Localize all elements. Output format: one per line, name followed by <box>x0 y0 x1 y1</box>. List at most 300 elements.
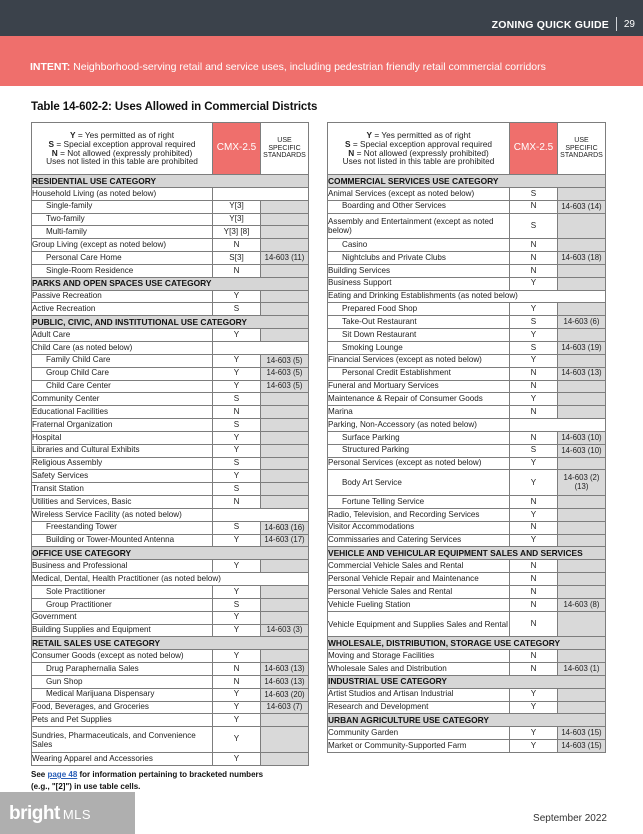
table-row <box>328 727 606 740</box>
use-standard <box>558 303 606 316</box>
use-standard <box>261 508 309 521</box>
district-header: CMX-2.5 <box>213 123 261 175</box>
category-label: OFFICE USE CATEGORY <box>32 547 309 560</box>
table-row <box>328 277 606 290</box>
table-row <box>32 187 309 200</box>
table-row <box>32 380 309 393</box>
category-label: COMMERCIAL SERVICES USE CATEGORY <box>328 175 606 188</box>
use-standard <box>261 598 309 611</box>
use-standard <box>261 444 309 457</box>
permission-value: N <box>213 496 261 509</box>
use-standard: 14-603 (7) <box>261 701 309 714</box>
permission-value: N <box>510 598 558 611</box>
use-label: Radio, Television, and Recording Services <box>328 508 510 521</box>
table-row <box>328 187 606 200</box>
table-row <box>32 406 309 419</box>
use-standard <box>261 483 309 496</box>
table-row <box>32 624 309 637</box>
use-standard <box>261 264 309 277</box>
use-label: Medical Marijuana Dispensary <box>32 688 213 701</box>
category-row <box>32 316 309 329</box>
permission-value: N <box>510 380 558 393</box>
use-label: Drug Paraphernalia Sales <box>32 663 213 676</box>
use-label: Building Services <box>328 264 510 277</box>
use-standard: 14-603 (15) <box>558 727 606 740</box>
table-row <box>328 586 606 599</box>
table-row <box>32 688 309 701</box>
use-standard <box>261 431 309 444</box>
use-label: Funeral and Mortuary Services <box>328 380 510 393</box>
standards-header: USE SPECIFIC STANDARDS <box>261 123 309 175</box>
table-row <box>32 714 309 727</box>
use-label: Hospital <box>32 431 213 444</box>
use-standard <box>558 329 606 342</box>
use-standard: 14-603 (13) <box>261 663 309 676</box>
permission-value: N <box>510 586 558 599</box>
permission-value: Y <box>510 277 558 290</box>
permission-value: Y <box>510 701 558 714</box>
permission-value: Y <box>510 354 558 367</box>
use-label: Vehicle Equipment and Supplies Sales and Rental <box>328 611 510 637</box>
permission-value: S <box>510 341 558 354</box>
table-title: Table 14-602-2: Uses Allowed in Commercial Districts <box>31 101 318 113</box>
table-row <box>328 380 606 393</box>
table-row <box>32 226 309 239</box>
table-row <box>32 354 309 367</box>
permission-value: S <box>510 187 558 200</box>
category-label: PUBLIC, CIVIC, AND INSTITUTIONAL USE CATEGORY <box>32 316 309 329</box>
permission-value <box>510 419 558 432</box>
permission-value: N <box>510 663 558 676</box>
district-header: CMX-2.5 <box>510 123 558 175</box>
use-standard <box>261 611 309 624</box>
use-standard <box>558 419 606 432</box>
legend-cell: Y = Yes permitted as of right S = Special exception approval required N = Not allowed (expressly prohibited) Uses not listed in this table are prohibited <box>328 123 510 175</box>
category-label: URBAN AGRICULTURE USE CATEGORY <box>328 714 606 727</box>
permission-value <box>213 508 261 521</box>
table-row <box>328 444 606 457</box>
use-label: Group Child Care <box>32 367 213 380</box>
table-row <box>32 701 309 714</box>
use-standard <box>261 393 309 406</box>
use-standard <box>261 470 309 483</box>
table-row <box>328 303 606 316</box>
top-bar <box>0 0 643 36</box>
page-48-link[interactable]: page 48 <box>47 770 78 779</box>
use-label: Prepared Food Shop <box>328 303 510 316</box>
table-row <box>32 329 309 342</box>
use-label: Personal Credit Establishment <box>328 367 510 380</box>
use-label: Business Support <box>328 277 510 290</box>
use-label: Parking, Non-Accessory (as noted below) <box>328 419 510 432</box>
use-standard <box>558 521 606 534</box>
permission-value: Y <box>213 354 261 367</box>
table-row <box>32 367 309 380</box>
use-standard <box>261 187 309 200</box>
use-standard: 14-603 (11) <box>261 252 309 265</box>
group-row <box>32 573 309 586</box>
use-standard <box>558 701 606 714</box>
use-standard <box>558 213 606 239</box>
permission-value: N <box>510 611 558 637</box>
use-standard <box>558 354 606 367</box>
category-row <box>32 175 309 188</box>
left-use-table <box>31 122 309 766</box>
use-standard <box>558 187 606 200</box>
use-standard <box>261 714 309 727</box>
use-label: Consumer Goods (except as noted below) <box>32 650 213 663</box>
use-label: Household Living (as noted below) <box>32 187 213 200</box>
use-standard: 14-603 (19) <box>558 341 606 354</box>
permission-value: Y <box>213 727 261 753</box>
permission-value: Y <box>213 380 261 393</box>
footnote-prefix: See <box>31 770 46 779</box>
use-label: Single-family <box>32 200 213 213</box>
use-label: Nightclubs and Private Clubs <box>328 252 510 265</box>
table-row <box>32 470 309 483</box>
use-label: Maintenance & Repair of Consumer Goods <box>328 393 510 406</box>
permission-value: Y <box>213 560 261 573</box>
use-standard <box>558 611 606 637</box>
use-label: Wireless Service Facility (as noted below) <box>32 508 213 521</box>
permission-value: S <box>213 483 261 496</box>
table-row <box>328 367 606 380</box>
category-label: WHOLESALE, DISTRIBUTION, STORAGE USE CATEGORY <box>328 637 606 650</box>
table-row <box>32 663 309 676</box>
use-label: Group Practitioner <box>32 598 213 611</box>
table-row <box>32 419 309 432</box>
permission-value: Y <box>213 444 261 457</box>
category-row <box>328 547 606 560</box>
table-row <box>328 213 606 239</box>
use-standard <box>261 239 309 252</box>
permission-value: Y <box>213 586 261 599</box>
permission-value: N <box>510 252 558 265</box>
permission-value: Y[3] <box>213 200 261 213</box>
use-standard <box>261 419 309 432</box>
permission-value: N <box>510 521 558 534</box>
use-label: Building Supplies and Equipment <box>32 624 213 637</box>
table-row <box>32 611 309 624</box>
footnote <box>31 769 263 794</box>
use-standard <box>261 290 309 303</box>
use-label: Vehicle Fueling Station <box>328 598 510 611</box>
publication-date: September 2022 <box>533 813 607 824</box>
category-label: RETAIL SALES USE CATEGORY <box>32 637 309 650</box>
table-row <box>32 496 309 509</box>
permission-value: S <box>213 393 261 406</box>
permission-value: Y <box>213 470 261 483</box>
permission-value: Y <box>510 393 558 406</box>
permission-value: Y <box>213 701 261 714</box>
table-row <box>328 508 606 521</box>
watermark-suffix: MLS <box>62 807 92 822</box>
use-standard <box>261 200 309 213</box>
use-standard: 14-603 (14) <box>558 200 606 213</box>
use-standard <box>558 650 606 663</box>
table-row <box>32 393 309 406</box>
use-standard: 14-603 (15) <box>558 740 606 753</box>
use-standard <box>558 264 606 277</box>
permission-value: N <box>510 573 558 586</box>
use-label: Safety Services <box>32 470 213 483</box>
permission-value: S <box>213 419 261 432</box>
use-standard <box>558 508 606 521</box>
use-label: Medical, Dental, Health Practitioner (as noted below) <box>32 573 309 586</box>
permission-value: N <box>510 200 558 213</box>
footnote-line-2: (e.g., "[2]") in use table cells. <box>31 782 141 792</box>
permission-value: Y <box>510 303 558 316</box>
table-row <box>328 688 606 701</box>
permission-value: N <box>510 264 558 277</box>
use-label: Child Care Center <box>32 380 213 393</box>
use-standard: 14-603 (2) (13) <box>558 470 606 496</box>
use-standard <box>558 277 606 290</box>
permission-value: S[3] <box>213 252 261 265</box>
category-row <box>328 637 606 650</box>
permission-value: N <box>510 239 558 252</box>
use-standard: 14-603 (16) <box>261 521 309 534</box>
use-label: Sundries, Pharmaceuticals, and Convenience Sales <box>32 727 213 753</box>
table-row <box>32 200 309 213</box>
table-row <box>32 752 309 765</box>
table-row <box>328 329 606 342</box>
use-standard <box>558 457 606 470</box>
use-label: Eating and Drinking Establishments (as noted below) <box>328 290 606 303</box>
category-label: PARKS AND OPEN SPACES USE CATEGORY <box>32 277 309 290</box>
use-label: Government <box>32 611 213 624</box>
use-standard: 14-603 (6) <box>558 316 606 329</box>
use-label: Structured Parking <box>328 444 510 457</box>
use-standard <box>261 727 309 753</box>
use-standard <box>558 688 606 701</box>
permission-value: N <box>510 560 558 573</box>
use-label: Sit Down Restaurant <box>328 329 510 342</box>
table-row <box>328 341 606 354</box>
use-standard <box>261 406 309 419</box>
table-row <box>328 470 606 496</box>
table-row <box>32 252 309 265</box>
use-standard: 14-603 (5) <box>261 354 309 367</box>
table-row <box>32 483 309 496</box>
use-standard <box>558 393 606 406</box>
table-row <box>328 264 606 277</box>
use-label: Moving and Storage Facilities <box>328 650 510 663</box>
use-label: Boarding and Other Services <box>328 200 510 213</box>
use-standard <box>261 752 309 765</box>
use-label: Fraternal Organization <box>32 419 213 432</box>
table-row <box>328 521 606 534</box>
use-standard: 14-603 (10) <box>558 444 606 457</box>
table-row <box>32 457 309 470</box>
table-row <box>32 560 309 573</box>
table-row <box>328 316 606 329</box>
permission-value: Y <box>510 740 558 753</box>
use-label: Community Garden <box>328 727 510 740</box>
permission-value: S <box>213 521 261 534</box>
permission-value <box>213 187 261 200</box>
use-label: Sole Practitioner <box>32 586 213 599</box>
use-standard: 14-603 (17) <box>261 534 309 547</box>
use-label: Family Child Care <box>32 354 213 367</box>
use-label: Visitor Accommodations <box>328 521 510 534</box>
permission-value: Y <box>213 611 261 624</box>
use-standard <box>261 329 309 342</box>
use-standard <box>261 457 309 470</box>
permission-value: N <box>510 650 558 663</box>
use-label: Personal Services (except as noted below) <box>328 457 510 470</box>
permission-value: Y <box>213 534 261 547</box>
table-row <box>328 740 606 753</box>
permission-value: Y <box>510 534 558 547</box>
table-row <box>328 598 606 611</box>
category-row <box>328 675 606 688</box>
permission-value: S <box>510 213 558 239</box>
table-row <box>328 663 606 676</box>
table-row <box>328 431 606 444</box>
use-standard <box>261 303 309 316</box>
table-row <box>32 650 309 663</box>
use-standard: 14-603 (13) <box>261 675 309 688</box>
category-label: RESIDENTIAL USE CATEGORY <box>32 175 309 188</box>
table-row <box>32 303 309 316</box>
use-label: Food, Beverages, and Groceries <box>32 701 213 714</box>
use-label: Gun Shop <box>32 675 213 688</box>
table-row <box>32 508 309 521</box>
legend-cell: Y = Yes permitted as of right S = Special exception approval required N = Not allowed (expressly prohibited) Uses not listed in this table are prohibited <box>32 123 213 175</box>
use-standard: 14-603 (1) <box>558 663 606 676</box>
use-label: Wholesale Sales and Distribution <box>328 663 510 676</box>
table-row <box>328 457 606 470</box>
use-standard <box>558 573 606 586</box>
use-label: Artist Studios and Artisan Industrial <box>328 688 510 701</box>
use-label: Surface Parking <box>328 431 510 444</box>
use-label: Fortune Telling Service <box>328 496 510 509</box>
use-label: Take-Out Restaurant <box>328 316 510 329</box>
permission-value: Y <box>510 457 558 470</box>
permission-value: Y <box>213 688 261 701</box>
category-row <box>32 547 309 560</box>
use-label: Utilities and Services, Basic <box>32 496 213 509</box>
use-standard <box>261 226 309 239</box>
table-row <box>328 354 606 367</box>
category-label: VEHICLE AND VEHICULAR EQUIPMENT SALES AND SERVICES <box>328 547 606 560</box>
use-standard: 14-603 (18) <box>558 252 606 265</box>
use-standard <box>558 380 606 393</box>
permission-value: Y <box>213 290 261 303</box>
use-standard <box>261 586 309 599</box>
use-label: Single-Room Residence <box>32 264 213 277</box>
use-label: Multi-family <box>32 226 213 239</box>
use-standard <box>558 560 606 573</box>
use-label: Commercial Vehicle Sales and Rental <box>328 560 510 573</box>
right-use-table <box>327 122 606 753</box>
use-label: Animal Services (except as noted below) <box>328 187 510 200</box>
use-label: Body Art Service <box>328 470 510 496</box>
permission-value: S <box>510 316 558 329</box>
permission-value: Y <box>213 624 261 637</box>
use-standard <box>558 406 606 419</box>
use-label: Passive Recreation <box>32 290 213 303</box>
use-standard <box>558 496 606 509</box>
permission-value: Y <box>213 714 261 727</box>
intent-label: INTENT: <box>30 61 71 73</box>
permission-value: S <box>213 303 261 316</box>
table-row <box>328 534 606 547</box>
use-standard: 14-603 (3) <box>261 624 309 637</box>
use-label: Educational Facilities <box>32 406 213 419</box>
header-divider <box>616 17 617 31</box>
table-row <box>32 598 309 611</box>
permission-value: N <box>213 663 261 676</box>
use-standard <box>261 650 309 663</box>
use-standard <box>261 560 309 573</box>
use-label: Religious Assembly <box>32 457 213 470</box>
table-row <box>328 573 606 586</box>
watermark-brand: bright <box>9 803 60 824</box>
table-row <box>32 290 309 303</box>
use-standard: 14-603 (13) <box>558 367 606 380</box>
permission-value: N <box>213 675 261 688</box>
use-standard <box>558 239 606 252</box>
table-row <box>32 213 309 226</box>
table-row <box>32 586 309 599</box>
permission-value <box>213 341 261 354</box>
use-label: Transit Station <box>32 483 213 496</box>
table-row <box>32 534 309 547</box>
use-label: Personal Care Home <box>32 252 213 265</box>
table-row <box>32 675 309 688</box>
page-number: 29 <box>623 19 635 30</box>
use-label: Smoking Lounge <box>328 341 510 354</box>
permission-value: N <box>510 431 558 444</box>
table-row <box>328 419 606 432</box>
table-row <box>328 200 606 213</box>
guide-title: ZONING QUICK GUIDE <box>491 19 609 31</box>
permission-value: Y <box>213 752 261 765</box>
permission-value: N <box>510 367 558 380</box>
use-standard: 14-603 (5) <box>261 380 309 393</box>
permission-value: Y <box>510 329 558 342</box>
permission-value: Y <box>213 650 261 663</box>
table-row <box>328 560 606 573</box>
table-row <box>32 727 309 753</box>
table-row <box>32 341 309 354</box>
permission-value: Y <box>213 367 261 380</box>
permission-value: Y <box>213 431 261 444</box>
table-row <box>32 239 309 252</box>
standards-header: USE SPECIFIC STANDARDS <box>558 123 606 175</box>
use-label: Commissaries and Catering Services <box>328 534 510 547</box>
use-label: Casino <box>328 239 510 252</box>
permission-value: N <box>213 239 261 252</box>
intent-banner <box>0 36 643 86</box>
category-row <box>32 277 309 290</box>
use-standard <box>261 213 309 226</box>
use-label: Adult Care <box>32 329 213 342</box>
use-label: Pets and Pet Supplies <box>32 714 213 727</box>
footnote-text: for information pertaining to bracketed numbers <box>79 770 264 779</box>
table-row <box>32 264 309 277</box>
use-label: Personal Vehicle Repair and Maintenance <box>328 573 510 586</box>
use-label: Marina <box>328 406 510 419</box>
permission-value: Y <box>510 470 558 496</box>
use-label: Market or Community-Supported Farm <box>328 740 510 753</box>
use-label: Business and Professional <box>32 560 213 573</box>
table-row <box>328 406 606 419</box>
permission-value: Y <box>510 727 558 740</box>
use-label: Active Recreation <box>32 303 213 316</box>
